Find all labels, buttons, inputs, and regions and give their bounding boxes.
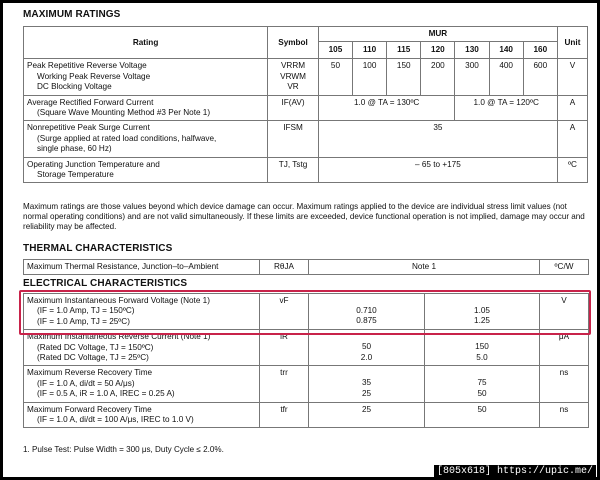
col-header-130: 130 xyxy=(455,42,489,59)
symbol: IF(AV) xyxy=(268,95,319,121)
table-row xyxy=(24,402,589,428)
value-cell: 75 xyxy=(477,378,487,388)
value-cell: 1.05 xyxy=(474,306,490,315)
value-cell: 35 xyxy=(361,378,372,388)
rating-label: (IF = 1.0 A, di/dt = 50 A/μs) xyxy=(37,378,135,388)
value-cell: 25 xyxy=(309,402,425,428)
value-cell: 100 xyxy=(353,59,387,95)
rating-label: Nonrepetitive Peak Surge Current xyxy=(27,123,150,133)
electrical-table xyxy=(23,293,589,428)
symbol: vF xyxy=(260,294,309,330)
rating-label: (IF = 1.0 A, di/dt = 100 A/μs, IREC to 1.0 V) xyxy=(37,415,194,425)
rating-label: Maximum Thermal Resistance, Junction–to–Ambient xyxy=(24,260,260,275)
rating-label: (Surge applied at rated load conditions, halfwave, xyxy=(37,133,217,143)
table-row xyxy=(24,59,588,95)
value-cell: 1.0 @ TA = 120ºC xyxy=(455,95,557,121)
symbol: IFSM xyxy=(268,121,319,157)
symbol: VR xyxy=(287,82,299,92)
value-cell: 50 xyxy=(318,59,352,95)
col-header-mur: MUR xyxy=(318,27,557,42)
electrical-title: ELECTRICAL CHARACTERISTICS xyxy=(23,278,188,289)
value-cell: 150 xyxy=(475,342,489,352)
unit-cell: V xyxy=(540,294,589,330)
symbol: trr xyxy=(260,366,309,402)
watermark: [805x618] https://upic.me/ xyxy=(434,465,596,478)
rating-label: Average Rectified Forward Current xyxy=(27,97,154,107)
max-ratings-note: Maximum ratings are those values beyond which device damage can occur. Maximum ratings applied to the device are individual stress limit values (not normal operating conditions) and are not valid simultaneously. If these limits are exceeded, device functional operation is not implied, damage may occur and reliability may be affected. xyxy=(23,202,585,231)
value-cell: 25 xyxy=(361,388,372,398)
value-cell: 0.875 xyxy=(356,316,377,326)
col-header-symbol: Symbol xyxy=(268,27,319,59)
value-cell: 300 xyxy=(455,59,489,95)
rating-label: Peak Repetitive Reverse Voltage xyxy=(27,61,147,71)
max-ratings-table xyxy=(23,26,588,183)
table-row xyxy=(24,260,589,275)
unit-cell: V xyxy=(557,59,587,95)
unit-cell: μA xyxy=(540,330,589,366)
col-header-140: 140 xyxy=(489,42,523,59)
col-header-160: 160 xyxy=(523,42,557,59)
rating-label: Maximum Reverse Recovery Time xyxy=(27,368,153,378)
thermal-table xyxy=(23,259,589,275)
unit-cell: ºC xyxy=(557,157,587,183)
footnote: 1. Pulse Test: Pulse Width = 300 μs, Duty Cycle ≤ 2.0%. xyxy=(23,445,224,454)
symbol: iR xyxy=(260,330,309,366)
unit-cell: A xyxy=(557,121,587,157)
col-header-110: 110 xyxy=(353,42,387,59)
unit-cell: ns xyxy=(540,366,589,402)
value-cell: 1.25 xyxy=(474,316,490,326)
value-cell: 50 xyxy=(477,388,487,398)
value-cell: 1.0 @ TA = 130ºC xyxy=(318,95,455,121)
unit-cell: A xyxy=(557,95,587,121)
table-row xyxy=(24,95,588,121)
table-row xyxy=(24,294,589,330)
rating-label: Operating Junction Temperature and xyxy=(27,159,160,169)
col-header-unit: Unit xyxy=(557,27,587,59)
symbol: VRWM xyxy=(280,71,306,81)
value-cell: Note 1 xyxy=(309,260,540,275)
rating-label: (IF = 1.0 Amp, TJ = 150ºC) xyxy=(37,306,135,316)
table-row xyxy=(24,330,589,366)
symbol: TJ, Tstg xyxy=(268,157,319,183)
rating-label: (Rated DC Voltage, TJ = 150ºC) xyxy=(37,342,154,352)
unit-cell: ºC/W xyxy=(540,260,589,275)
col-header-105: 105 xyxy=(318,42,352,59)
value-cell: 150 xyxy=(387,59,421,95)
value-cell: 50 xyxy=(425,402,540,428)
value-cell: 50 xyxy=(361,342,372,352)
col-header-rating: Rating xyxy=(24,27,268,59)
rating-label: (IF = 1.0 Amp, TJ = 25ºC) xyxy=(37,316,130,326)
rating-label: Maximum Instantaneous Forward Voltage (Note 1) xyxy=(27,296,210,305)
symbol: tfr xyxy=(260,402,309,428)
value-cell: 400 xyxy=(489,59,523,95)
datasheet-page xyxy=(3,3,597,477)
col-header-120: 120 xyxy=(421,42,455,59)
value-cell: 5.0 xyxy=(476,352,488,362)
rating-label: Maximum Instantaneous Reverse Current (Note 1) xyxy=(27,332,211,342)
value-cell: 600 xyxy=(523,59,557,95)
table-row xyxy=(24,157,588,183)
value-cell: 35 xyxy=(318,121,557,157)
col-header-115: 115 xyxy=(387,42,421,59)
thermal-title: THERMAL CHARACTERISTICS xyxy=(23,243,173,254)
value-cell: 0.710 xyxy=(356,306,377,315)
rating-label: (Rated DC Voltage, TJ = 25ºC) xyxy=(37,353,149,363)
max-ratings-title: MAXIMUM RATINGS xyxy=(23,9,121,20)
rating-label: Maximum Forward Recovery Time xyxy=(27,404,152,414)
unit-cell: ns xyxy=(540,402,589,428)
rating-label: DC Blocking Voltage xyxy=(37,82,112,92)
table-row xyxy=(24,121,588,157)
rating-label: Working Peak Reverse Voltage xyxy=(37,71,151,81)
rating-label: single phase, 60 Hz) xyxy=(37,144,112,154)
value-cell: – 65 to +175 xyxy=(318,157,557,183)
rating-label: (Square Wave Mounting Method #3 Per Note 1) xyxy=(37,108,211,118)
rating-label: Storage Temperature xyxy=(37,170,114,180)
table-row xyxy=(24,366,589,402)
symbol: RθJA xyxy=(260,260,309,275)
value-cell: 200 xyxy=(421,59,455,95)
symbol: VRRM xyxy=(280,61,306,71)
rating-label: (IF = 0.5 A, iR = 1.0 A, IREC = 0.25 A) xyxy=(37,389,175,399)
value-cell: 2.0 xyxy=(360,352,373,362)
